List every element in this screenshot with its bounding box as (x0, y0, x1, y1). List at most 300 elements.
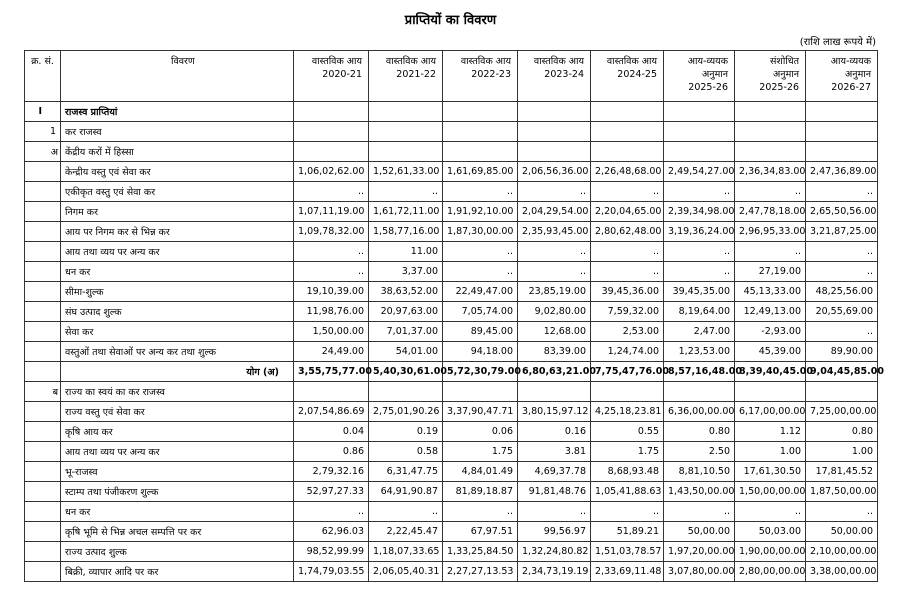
row-value-7: -2,93.00 (735, 322, 806, 342)
table-row (25, 162, 878, 182)
row-value-7: 27,19.00 (735, 262, 806, 282)
row-value-8: .. (806, 242, 878, 262)
table-row (25, 222, 878, 242)
row-description: स्टाम्प तथा पंजीकरण शुल्क (61, 482, 294, 502)
row-description: सीमा-शुल्क (61, 282, 294, 302)
row-value-3: 1,33,25,84.50 (443, 542, 518, 562)
row-value-4: 0.16 (518, 422, 591, 442)
row-value-8: .. (806, 502, 878, 522)
row-value-6: .. (664, 262, 735, 282)
header-year-3 (443, 51, 518, 102)
row-value-4: .. (518, 502, 591, 522)
row-value-2: 0.58 (369, 442, 443, 462)
row-value-3: 1,61,69,85.00 (443, 162, 518, 182)
row-serial (25, 282, 61, 302)
row-serial (25, 482, 61, 502)
header-year-8-line2: अनुमान (845, 69, 871, 80)
row-value-7 (735, 122, 806, 142)
row-value-7: .. (735, 242, 806, 262)
row-value-7: 2,96,95,33.00 (735, 222, 806, 242)
row-value-6: .. (664, 502, 735, 522)
row-description: राज्य वस्तु एवं सेवा कर (61, 402, 294, 422)
row-value-2: .. (369, 182, 443, 202)
row-value-3: 67,97.51 (443, 522, 518, 542)
row-serial: I (25, 102, 61, 122)
row-value-6: .. (664, 182, 735, 202)
row-description: आय तथा व्यय पर अन्य कर (61, 442, 294, 462)
row-value-7 (735, 382, 806, 402)
header-year-4-line1: वास्तविक आय (533, 56, 584, 67)
row-value-3: 1,91,92,10.00 (443, 202, 518, 222)
row-value-7: 50,03.00 (735, 522, 806, 542)
row-description: निगम कर (61, 202, 294, 222)
row-value-3: 1,87,30,00.00 (443, 222, 518, 242)
row-value-8 (806, 382, 878, 402)
row-value-3 (443, 382, 518, 402)
row-value-5: 1,51,03,78.57 (591, 542, 664, 562)
row-value-1: 1,50,00.00 (294, 322, 369, 342)
row-description: केन्द्रीय वस्तु एवं सेवा कर (61, 162, 294, 182)
row-value-6 (664, 122, 735, 142)
row-value-1: .. (294, 262, 369, 282)
row-description: संघ उत्पाद शुल्क (61, 302, 294, 322)
row-value-3: 3,37,90,47.71 (443, 402, 518, 422)
row-value-6: 3,19,36,24.00 (664, 222, 735, 242)
row-value-4: 2,35,93,45.00 (518, 222, 591, 242)
row-value-1: 2,07,54,86.69 (294, 402, 369, 422)
header-year-8 (806, 51, 878, 102)
header-year-2-line2: 2021-22 (396, 69, 436, 80)
row-value-1: 0.04 (294, 422, 369, 442)
table-row (25, 442, 878, 462)
row-value-4: 1,32,24,80.82 (518, 542, 591, 562)
row-description: एकीकृत वस्तु एवं सेवा कर (61, 182, 294, 202)
row-value-4: 3,80,15,97.12 (518, 402, 591, 422)
row-value-1: 24,49.00 (294, 342, 369, 362)
row-value-8: 2,47,36,89.00 (806, 162, 878, 182)
row-serial: अ (25, 142, 61, 162)
row-value-1: .. (294, 502, 369, 522)
row-value-8: .. (806, 182, 878, 202)
row-value-7: 2,80,00,00.00 (735, 562, 806, 582)
row-value-8: 20,55,69.00 (806, 302, 878, 322)
row-value-5: .. (591, 502, 664, 522)
row-value-1: 1,09,78,32.00 (294, 222, 369, 242)
row-description: आय तथा व्यय पर अन्य कर (61, 242, 294, 262)
row-value-5 (591, 382, 664, 402)
header-year-5 (591, 51, 664, 102)
table-row (25, 402, 878, 422)
row-value-3: 7,05,74.00 (443, 302, 518, 322)
row-value-1: 0.86 (294, 442, 369, 462)
row-value-7: 1,50,00,00.00 (735, 482, 806, 502)
row-description: कर राजस्व (61, 122, 294, 142)
header-year-3-line1: वास्तविक आय (460, 56, 511, 67)
row-value-7: 1.12 (735, 422, 806, 442)
row-serial (25, 302, 61, 322)
row-value-7 (735, 142, 806, 162)
header-year-3-line2: 2022-23 (471, 69, 511, 80)
header-year-7-line2: अनुमान (773, 69, 799, 80)
table-row (25, 342, 878, 362)
header-year-5-line1: वास्तविक आय (606, 56, 657, 67)
header-year-4 (518, 51, 591, 102)
row-value-1: 98,52,99.99 (294, 542, 369, 562)
row-value-1: 1,07,11,19.00 (294, 202, 369, 222)
row-value-8: 0.80 (806, 422, 878, 442)
row-serial (25, 542, 61, 562)
header-year-2-line1: वास्तविक आय (385, 56, 436, 67)
header-year-6-line2: अनुमान (702, 69, 728, 80)
header-year-8-line3: 2026-27 (831, 82, 871, 93)
header-year-5-line2: 2024-25 (617, 69, 657, 80)
row-value-2: 1,58,77,16.00 (369, 222, 443, 242)
header-year-1-line1: वास्तविक आय (311, 56, 362, 67)
table-row (25, 262, 878, 282)
row-value-5: 2,26,48,68.00 (591, 162, 664, 182)
row-value-1: .. (294, 182, 369, 202)
table-row (25, 302, 878, 322)
row-value-7: 45,39.00 (735, 342, 806, 362)
row-value-5 (591, 142, 664, 162)
row-value-8: .. (806, 322, 878, 342)
row-value-5: 2,53.00 (591, 322, 664, 342)
row-value-3 (443, 142, 518, 162)
row-value-7: 17,61,30.50 (735, 462, 806, 482)
row-description: धन कर (61, 502, 294, 522)
row-serial (25, 562, 61, 582)
row-value-8 (806, 122, 878, 142)
row-value-2: 7,01,37.00 (369, 322, 443, 342)
header-description (61, 51, 294, 102)
row-value-2: 2,75,01,90.26 (369, 402, 443, 422)
row-value-3: 1.75 (443, 442, 518, 462)
row-value-3: .. (443, 182, 518, 202)
row-value-2: 54,01.00 (369, 342, 443, 362)
row-value-5: .. (591, 182, 664, 202)
row-serial (25, 502, 61, 522)
row-value-5: 0.55 (591, 422, 664, 442)
row-value-4: .. (518, 182, 591, 202)
row-value-8: 1.00 (806, 442, 878, 462)
row-value-6: 1,23,53.00 (664, 342, 735, 362)
row-value-7 (735, 102, 806, 122)
row-value-4: .. (518, 242, 591, 262)
table-row (25, 182, 878, 202)
row-value-8: 7,25,00,00.00 (806, 402, 878, 422)
table-row (25, 202, 878, 222)
table-row (25, 422, 878, 442)
row-serial (25, 442, 61, 462)
row-value-5: 1,05,41,88.63 (591, 482, 664, 502)
header-year-6 (664, 51, 735, 102)
row-value-6: 50,00.00 (664, 522, 735, 542)
row-value-2: 38,63,52.00 (369, 282, 443, 302)
row-serial (25, 422, 61, 442)
row-description: सेवा कर (61, 322, 294, 342)
row-description: राज्य का स्वयं का कर राजस्व (61, 382, 294, 402)
row-value-5: .. (591, 262, 664, 282)
table-row (25, 322, 878, 342)
row-value-3: .. (443, 242, 518, 262)
header-year-7-line1: संशोधित (769, 56, 799, 67)
row-value-1: 1,06,02,62.00 (294, 162, 369, 182)
row-value-3: 0.06 (443, 422, 518, 442)
header-row (25, 51, 878, 102)
header-year-8-line1: आय-व्ययक (830, 56, 871, 67)
header-year-6-line3: 2025-26 (688, 82, 728, 93)
row-value-6: 8,19,64.00 (664, 302, 735, 322)
header-year-1 (294, 51, 369, 102)
row-value-6: 39,45,35.00 (664, 282, 735, 302)
row-value-1 (294, 102, 369, 122)
header-serial-label: क्र. सं. (31, 56, 54, 67)
header-description-label: विवरण (171, 56, 195, 67)
row-value-1: 2,79,32.16 (294, 462, 369, 482)
table-row (25, 142, 878, 162)
row-serial (25, 402, 61, 422)
row-value-6 (664, 382, 735, 402)
row-value-2 (369, 142, 443, 162)
row-serial (25, 362, 61, 382)
row-value-5: 2,20,04,65.00 (591, 202, 664, 222)
row-serial (25, 242, 61, 262)
row-value-8: 9,04,45,85.00 (806, 362, 878, 382)
row-value-6: .. (664, 242, 735, 262)
row-description: आय पर निगम कर से भिन्न कर (61, 222, 294, 242)
row-serial (25, 322, 61, 342)
row-value-4: 12,68.00 (518, 322, 591, 342)
row-value-1 (294, 382, 369, 402)
row-value-8: 3,21,87,25.00 (806, 222, 878, 242)
row-value-1: 19,10,39.00 (294, 282, 369, 302)
table-row (25, 462, 878, 482)
row-value-7: 2,47,78,18.00 (735, 202, 806, 222)
row-value-2: 1,61,72,11.00 (369, 202, 443, 222)
row-value-4: 23,85,19.00 (518, 282, 591, 302)
row-value-6: 2,39,34,98.00 (664, 202, 735, 222)
row-value-4: 2,04,29,54.00 (518, 202, 591, 222)
row-value-7: 1.00 (735, 442, 806, 462)
row-value-7: 8,39,40,45.00 (735, 362, 806, 382)
receipts-table (24, 50, 884, 582)
row-value-2: 6,31,47.75 (369, 462, 443, 482)
row-value-8: .. (806, 262, 878, 282)
row-value-8: 2,65,50,56.00 (806, 202, 878, 222)
row-value-2 (369, 122, 443, 142)
row-value-2: 1,18,07,33.65 (369, 542, 443, 562)
row-value-5: 51,89.21 (591, 522, 664, 542)
row-value-1: 3,55,75,77.00 (294, 362, 369, 382)
row-description: राजस्व प्राप्तियां (61, 102, 294, 122)
row-value-4: 91,81,48.76 (518, 482, 591, 502)
row-serial (25, 462, 61, 482)
row-serial (25, 162, 61, 182)
row-description: धन कर (61, 262, 294, 282)
row-value-4: 83,39.00 (518, 342, 591, 362)
row-value-1 (294, 122, 369, 142)
row-serial (25, 262, 61, 282)
row-value-8 (806, 102, 878, 122)
row-value-4: .. (518, 262, 591, 282)
row-value-2: 11.00 (369, 242, 443, 262)
row-value-2: 3,37.00 (369, 262, 443, 282)
row-value-8: 48,25,56.00 (806, 282, 878, 302)
row-value-2: 1,52,61,33.00 (369, 162, 443, 182)
row-value-4: 2,06,56,36.00 (518, 162, 591, 182)
table-row (25, 382, 878, 402)
header-year-6-line1: आय-व्ययक (687, 56, 728, 67)
row-value-2: 2,06,05,40.31 (369, 562, 443, 582)
row-description: वस्तुओं तथा सेवाओं पर अन्य कर तथा शुल्क (61, 342, 294, 362)
row-value-7: 6,17,00,00.00 (735, 402, 806, 422)
table-row (25, 362, 878, 382)
row-value-5: 1.75 (591, 442, 664, 462)
row-value-4 (518, 382, 591, 402)
row-value-6: 1,97,20,00.00 (664, 542, 735, 562)
row-value-4 (518, 122, 591, 142)
row-value-1: 52,97,27.33 (294, 482, 369, 502)
row-value-3 (443, 122, 518, 142)
row-value-2 (369, 382, 443, 402)
row-value-4 (518, 102, 591, 122)
row-description: कृषि भूमि से भिन्न अचल सम्पत्ति पर कर (61, 522, 294, 542)
row-value-4: 99,56.97 (518, 522, 591, 542)
row-description: राज्य उत्पाद शुल्क (61, 542, 294, 562)
row-value-6 (664, 142, 735, 162)
table-row (25, 502, 878, 522)
row-serial (25, 182, 61, 202)
row-value-4: 9,02,80.00 (518, 302, 591, 322)
row-value-5: 2,33,69,11.48 (591, 562, 664, 582)
table-row (25, 562, 878, 582)
row-serial (25, 342, 61, 362)
header-year-7 (735, 51, 806, 102)
row-value-7: 2,36,34,83.00 (735, 162, 806, 182)
row-description: कृषि आय कर (61, 422, 294, 442)
table-row (25, 102, 878, 122)
row-value-8: 89,90.00 (806, 342, 878, 362)
table-row (25, 522, 878, 542)
row-value-6: 6,36,00,00.00 (664, 402, 735, 422)
row-value-3: 81,89,18.87 (443, 482, 518, 502)
row-value-6: 2.50 (664, 442, 735, 462)
row-value-6: 2,47.00 (664, 322, 735, 342)
row-value-1: 1,74,79,03.55 (294, 562, 369, 582)
row-value-2: 0.19 (369, 422, 443, 442)
header-serial (25, 51, 61, 102)
unit-note: (राशि लाख रूपये में) (799, 37, 876, 48)
row-value-6: 8,57,16,48.00 (664, 362, 735, 382)
row-value-7: .. (735, 182, 806, 202)
row-value-5: 39,45,36.00 (591, 282, 664, 302)
header-year-4-line2: 2023-24 (544, 69, 584, 80)
row-value-4: 6,80,63,21.00 (518, 362, 591, 382)
row-value-7: .. (735, 502, 806, 522)
row-description: भू-राजस्व (61, 462, 294, 482)
page-title: प्राप्तियों का विवरण (404, 13, 497, 28)
row-value-5: 2,80,62,48.00 (591, 222, 664, 242)
row-value-6: 1,43,50,00.00 (664, 482, 735, 502)
row-value-8: 1,87,50,00.00 (806, 482, 878, 502)
row-value-8 (806, 142, 878, 162)
row-value-3: 89,45.00 (443, 322, 518, 342)
row-value-6: 8,81,10.50 (664, 462, 735, 482)
header-year-7-line3: 2025-26 (759, 82, 799, 93)
table-row (25, 242, 878, 262)
row-value-5: .. (591, 242, 664, 262)
row-value-2: 64,91,90.87 (369, 482, 443, 502)
row-serial: ब (25, 382, 61, 402)
row-value-3: 2,27,27,13.53 (443, 562, 518, 582)
row-value-4 (518, 142, 591, 162)
row-serial (25, 522, 61, 542)
table-row (25, 542, 878, 562)
row-value-1: .. (294, 242, 369, 262)
row-description: बिक्री, व्यापार आदि पर कर (61, 562, 294, 582)
row-value-1: 11,98,76.00 (294, 302, 369, 322)
table-body (25, 102, 884, 582)
header-year-1-line2: 2020-21 (322, 69, 362, 80)
row-value-6: 0.80 (664, 422, 735, 442)
table-row (25, 482, 878, 502)
row-value-3: .. (443, 262, 518, 282)
row-value-6: 3,07,80,00.00 (664, 562, 735, 582)
row-value-5: 1,24,74.00 (591, 342, 664, 362)
row-value-2: 20,97,63.00 (369, 302, 443, 322)
row-value-5: 4,25,18,23.81 (591, 402, 664, 422)
row-value-7: 1,90,00,00.00 (735, 542, 806, 562)
row-value-3: 4,84,01.49 (443, 462, 518, 482)
row-value-5: 8,68,93.48 (591, 462, 664, 482)
table-row (25, 122, 878, 142)
row-value-7: 12,49,13.00 (735, 302, 806, 322)
header-year-2 (369, 51, 443, 102)
row-value-5: 7,59,32.00 (591, 302, 664, 322)
row-value-5 (591, 102, 664, 122)
row-value-3: 22,49,47.00 (443, 282, 518, 302)
row-value-8: 17,81,45.52 (806, 462, 878, 482)
row-total-label: योग (अ) (61, 362, 294, 382)
row-value-4: 2,34,73,19.19 (518, 562, 591, 582)
row-description: केंद्रीय करों में हिस्सा (61, 142, 294, 162)
row-serial (25, 202, 61, 222)
table-row (25, 282, 878, 302)
row-value-3: 94,18.00 (443, 342, 518, 362)
row-value-2: 5,40,30,61.00 (369, 362, 443, 382)
row-value-8: 2,10,00,00.00 (806, 542, 878, 562)
row-serial (25, 222, 61, 242)
row-value-2: .. (369, 502, 443, 522)
row-value-5 (591, 122, 664, 142)
row-value-1: 62,96.03 (294, 522, 369, 542)
row-value-4: 4,69,37.78 (518, 462, 591, 482)
row-value-3: .. (443, 502, 518, 522)
row-value-4: 3.81 (518, 442, 591, 462)
row-value-2 (369, 102, 443, 122)
row-value-3: 5,72,30,79.00 (443, 362, 518, 382)
row-value-1 (294, 142, 369, 162)
row-value-8: 3,38,00,00.00 (806, 562, 878, 582)
row-value-7: 45,13,33.00 (735, 282, 806, 302)
row-value-5: 7,75,47,76.00 (591, 362, 664, 382)
row-value-2: 2,22,45.47 (369, 522, 443, 542)
row-value-3 (443, 102, 518, 122)
row-value-8: 50,00.00 (806, 522, 878, 542)
row-value-6 (664, 102, 735, 122)
row-serial: 1 (25, 122, 61, 142)
row-value-6: 2,49,54,27.00 (664, 162, 735, 182)
